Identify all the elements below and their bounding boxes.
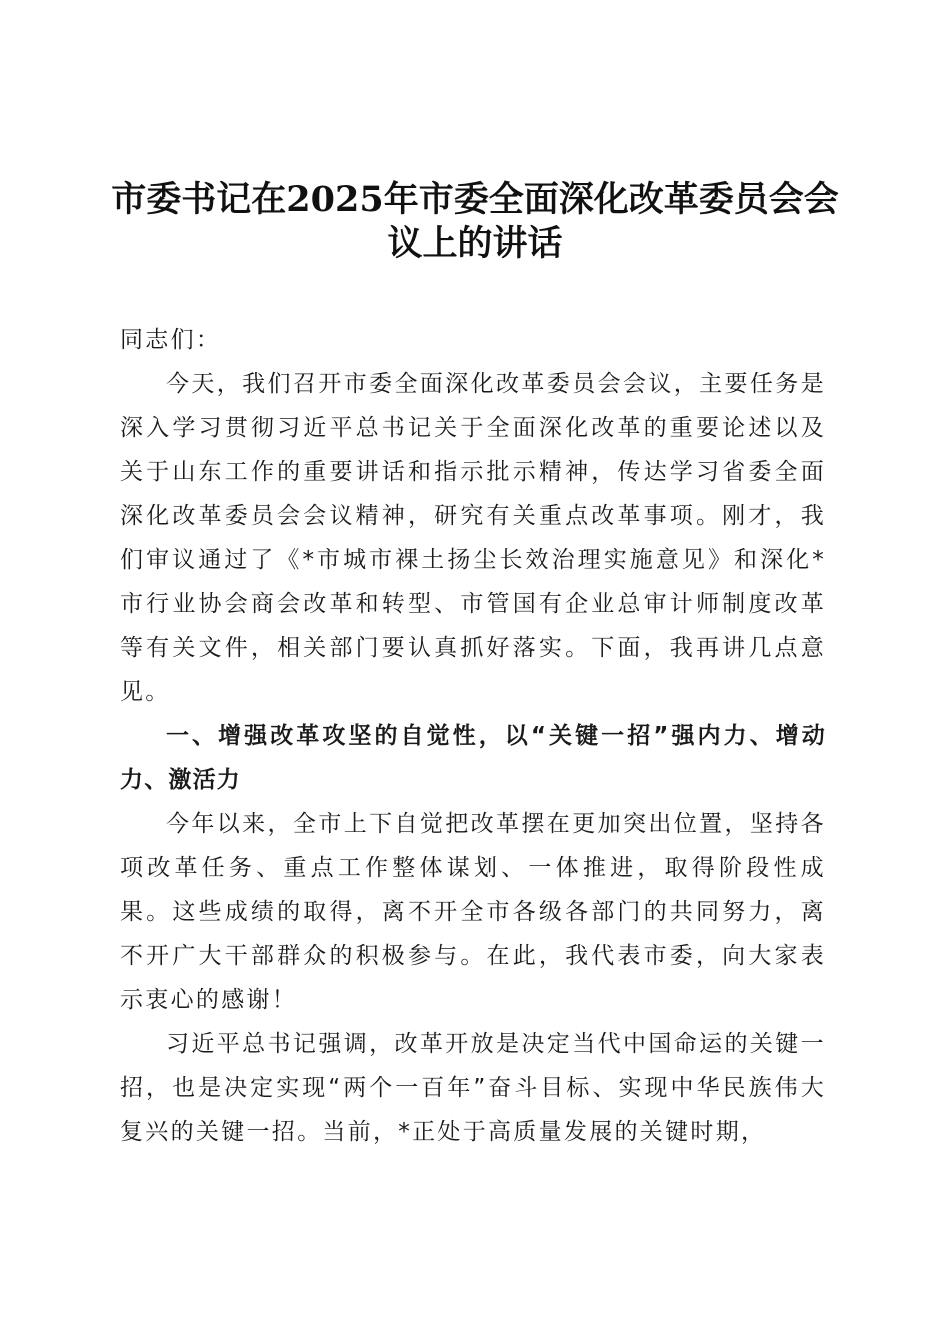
salutation: 同志们： bbox=[120, 327, 222, 353]
paragraph-section-2: 习近平总书记强调，改革开放是决定当代中国命运的关键一招，也是决定实现“两个一百年”奋斗目标、实现中华民族伟大复兴的关键一招。当前，*正处于高质量发展的关键时期， bbox=[120, 1031, 826, 1145]
paragraph-intro: 今天，我们召开市委全面深化改革委员会会议，主要任务是深入学习贯彻习近平总书记关于全面深化改革的重要论述以及关于山东工作的重要讲话和指示批示精神，传达学习省委全面深化改革委员会会议精神，研究有关重点改革事项。刚才，我们审议通过了《*市城市裸土扬尘长效治理实施意见》和深化*市行业协会商会改革和转型、市管国有企业总审计师制度改革等有关文件，相关部门要认真抓好落实。下面，我再讲几点意见。 bbox=[120, 371, 826, 705]
document-body bbox=[120, 318, 826, 1154]
paragraph-section-1: 今年以来，全市上下自觉把改革摆在更加突出位置，坚持各项改革任务、重点工作整体谋划、一体推进，取得阶段性成果。这些成绩的取得，离不开全市各级各部门的共同努力，离不开广大干部群众的积极参与。在此，我代表市委，向大家表示衷心的感谢！ bbox=[120, 811, 826, 1013]
section-heading-1: 一、增强改革攻坚的自觉性，以“关键一招”强内力、增动力、激活力 bbox=[120, 723, 826, 793]
document-title: 市委书记在2025年市委全面深化改革委员会会议上的讲话 bbox=[111, 179, 839, 264]
